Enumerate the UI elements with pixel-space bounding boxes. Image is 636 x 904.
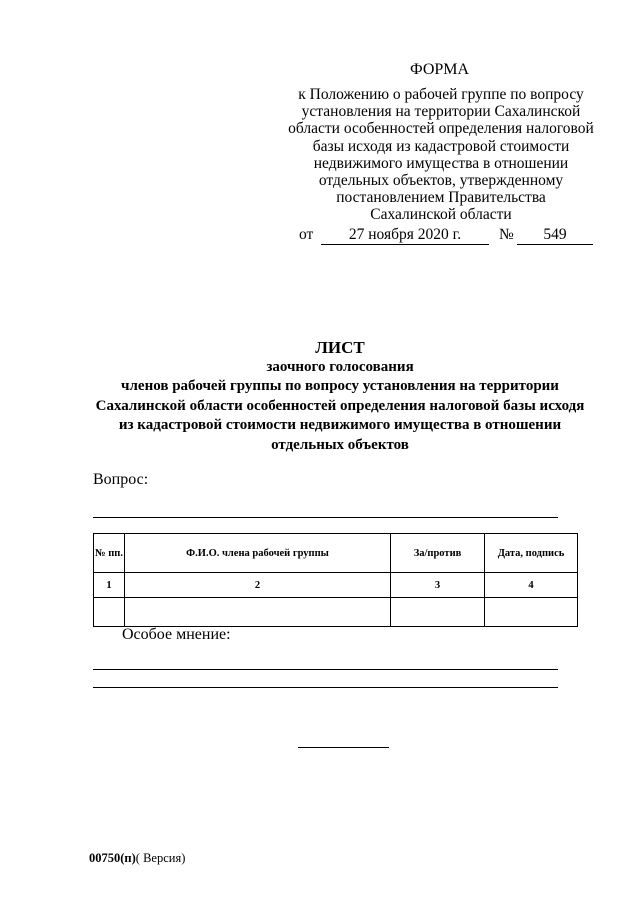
column-header-number: № пп. (94, 534, 125, 573)
date-prefix: от (299, 226, 314, 243)
title-line: из кадастровой стоимости недвижимого имущества в отношении (118, 417, 562, 434)
title-line: членов рабочей группы по вопросу установления на территории (121, 378, 559, 395)
table-header-row (94, 534, 578, 573)
special-opinion-line (93, 669, 558, 670)
question-label: Вопрос: (93, 471, 149, 488)
document-version: ( Версия) (135, 851, 186, 865)
column-header-name: Ф.И.О. члена рабочей группы (125, 534, 391, 573)
table-column-numbers-row (94, 573, 578, 598)
title-line: отдельных объектов (271, 436, 409, 453)
table-cell (94, 598, 125, 627)
form-reference (286, 86, 596, 224)
column-number: 1 (94, 573, 125, 598)
closing-separator-line (298, 747, 389, 748)
special-opinion-line (93, 687, 558, 688)
reference-line: недвижимого имущества в отношении (313, 154, 569, 172)
table-cell (485, 598, 578, 627)
number-prefix: № (499, 226, 514, 243)
question-line (93, 517, 558, 518)
reference-line: постановлением Правительства (336, 189, 546, 207)
document-footer (89, 851, 185, 866)
column-number: 3 (391, 573, 485, 598)
voting-table (93, 533, 578, 627)
decree-number: 549 (517, 226, 593, 245)
reference-line: области особенностей определения налоговой (288, 120, 594, 138)
title-line: Сахалинской области особенностей определения налоговой базы исходя (95, 397, 585, 414)
document-code: 00750(п) (89, 851, 136, 865)
title-line: заочного голосования (266, 359, 414, 375)
column-header-vote: За/против (391, 534, 485, 573)
table-row (94, 598, 578, 627)
decree-date-row (299, 226, 595, 246)
reference-line: Сахалинской области (370, 206, 512, 224)
column-header-date-signature: Дата, подпись (485, 534, 578, 573)
form-label: ФОРМА (410, 61, 470, 78)
sheet-title (60, 337, 620, 455)
reference-line: базы исходя из кадастровой стоимости (312, 137, 570, 155)
special-opinion-label: Особое мнение: (122, 626, 231, 643)
title-line: ЛИСТ (315, 338, 365, 357)
decree-date: 27 ноября 2020 г. (321, 226, 489, 245)
reference-line: к Положению о рабочей группе по вопросу (298, 86, 584, 103)
table-cell (125, 598, 391, 627)
column-number: 2 (125, 573, 391, 598)
reference-line: отдельных объектов, утвержденному (318, 172, 564, 190)
reference-line: установления на территории Сахалинской (301, 103, 581, 121)
column-number: 4 (485, 573, 578, 598)
table-cell (391, 598, 485, 627)
